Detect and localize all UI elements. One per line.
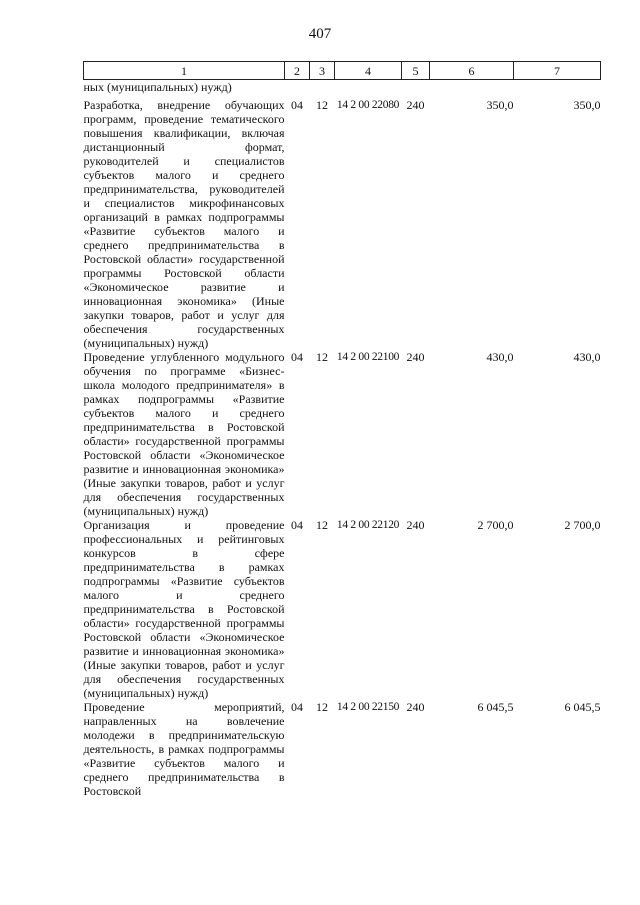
row-target-article: 14 2 00 22150 bbox=[336, 701, 400, 713]
row-subsection: 12 bbox=[316, 98, 328, 112]
row-amount-2: 350,0 bbox=[573, 98, 601, 112]
page-number: 407 bbox=[308, 26, 332, 42]
row-description: Проведение мероприятий, направленных на вовлечение молодежи в предпринимательскую деятельность, в рамках подпрограммы «Развитие субъектов малого и среднего предпринимательства в Ростовской bbox=[83, 700, 285, 798]
column-header-2: 2 bbox=[285, 62, 310, 80]
row-expense-type: 240 bbox=[406, 98, 425, 112]
continuation-row bbox=[84, 80, 601, 99]
row-amount-1: 430,0 bbox=[486, 350, 514, 364]
table-row bbox=[84, 518, 601, 700]
row-expense-type: 240 bbox=[406, 350, 425, 364]
budget-table bbox=[83, 61, 601, 798]
continuation-text: ных (муниципальных) нужд) bbox=[83, 80, 232, 94]
row-section: 04 bbox=[291, 98, 303, 112]
row-amount-2: 430,0 bbox=[573, 350, 601, 364]
table-row bbox=[84, 98, 601, 350]
row-expense-type: 240 bbox=[406, 700, 425, 714]
row-amount-2: 2 700,0 bbox=[564, 518, 601, 532]
row-target-article: 14 2 00 22100 bbox=[336, 351, 400, 363]
column-header-7: 7 bbox=[514, 62, 601, 80]
column-number-header-row bbox=[84, 62, 601, 80]
column-header-6: 6 bbox=[430, 62, 514, 80]
row-subsection: 12 bbox=[316, 350, 328, 364]
row-section: 04 bbox=[291, 518, 303, 532]
column-header-5: 5 bbox=[402, 62, 430, 80]
column-header-1: 1 bbox=[84, 62, 285, 80]
table-row bbox=[84, 700, 601, 798]
row-target-article: 14 2 00 22080 bbox=[336, 99, 400, 111]
row-amount-2: 6 045,5 bbox=[564, 700, 601, 714]
table-row bbox=[84, 350, 601, 518]
row-description: Разработка, внедрение обучающих программ, проведение тематического повышения квалификации, включая дистанционный формат, руководителей и специалистов субъектов малого и среднего предпринимательства, руководителей и специалистов микрофинансовых организаций в рамках подпрограммы «Развитие субъектов малого и среднего предпринимательства в Ростовской области» государственной программы Ростовской области «Экономическое развитие и инновационная экономика» (Иные закупки товаров, работ и услуг для обеспечения государственных (муниципальных) нужд) bbox=[83, 98, 285, 350]
row-expense-type: 240 bbox=[406, 518, 425, 532]
row-section: 04 bbox=[291, 350, 303, 364]
row-description: Организация и проведение профессиональных и рейтинговых конкурсов в сфере предпринимательства в рамках подпрограммы «Развитие субъектов малого и среднего предпринимательства в Ростовской области» государственной программы Ростовской области «Экономическое развитие и инновационная экономика» (Иные закупки товаров, работ и услуг для обеспечения государственных (муниципальных) нужд) bbox=[83, 518, 285, 700]
row-amount-1: 350,0 bbox=[486, 98, 514, 112]
column-header-3: 3 bbox=[310, 62, 335, 80]
row-section: 04 bbox=[291, 700, 303, 714]
row-amount-1: 2 700,0 bbox=[477, 518, 514, 532]
row-subsection: 12 bbox=[316, 518, 328, 532]
column-header-4: 4 bbox=[335, 62, 402, 80]
row-description: Проведение углубленного модульного обучения по программе «Бизнес-школа молодого предпринимателя» в рамках подпрограммы «Развитие субъектов малого и среднего предпринимательства в Ростовской области» государственной программы Ростовской области «Экономическое развитие и инновационная экономика» (Иные закупки товаров, работ и услуг для обеспечения государственных (муниципальных) нужд) bbox=[83, 350, 285, 518]
row-target-article: 14 2 00 22120 bbox=[336, 519, 400, 531]
row-amount-1: 6 045,5 bbox=[477, 700, 514, 714]
row-subsection: 12 bbox=[316, 700, 328, 714]
